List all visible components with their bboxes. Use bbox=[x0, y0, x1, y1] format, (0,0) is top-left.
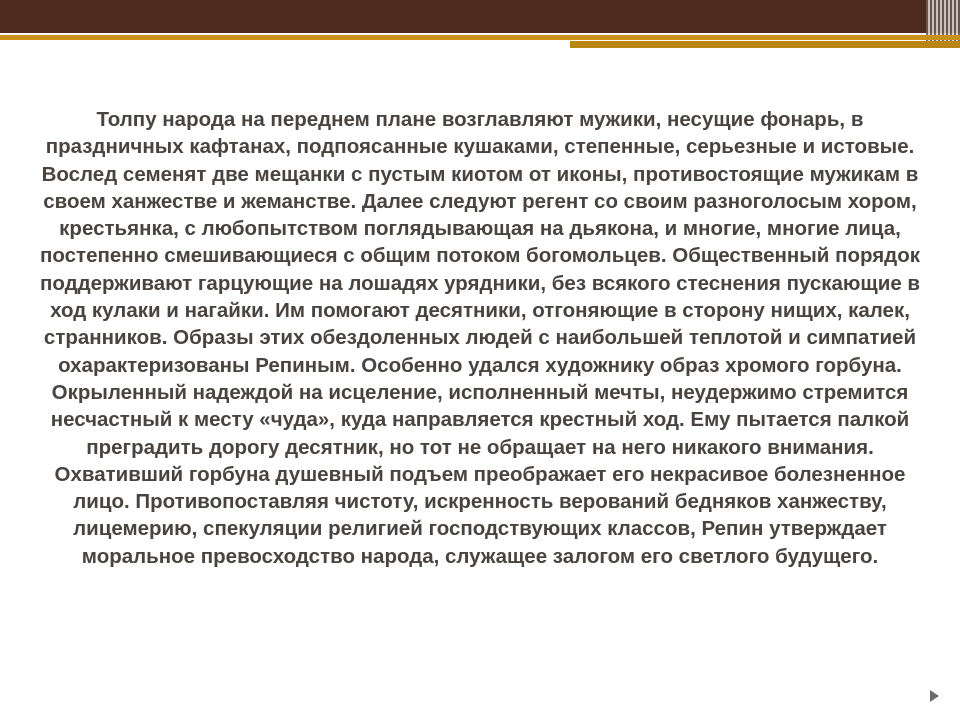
accent-line bbox=[0, 35, 960, 40]
slide-body-text: Толпу народа на переднем плане возглавляют мужики, несущие фонарь, в праздничных кафтанах, подпоясанные кушаками, степенные, серьезные и истовые. Вослед семенят две мещанки с пустым киотом от иконы, противостоящие мужикам в своем ханжестве и жеманстве. Далее следуют регент со своим разноголосым хором, крестьянка, с любопытством поглядывающая на дьякона, и многие, многие лица, постепенно смешивающиеся с общим потоком богомольцев. Общественный порядок поддерживают гарцующие на лошадях урядники, без всякого стеснения пускающие в ход кулаки и нагайки. Им помогают десятники, отгоняющие в сторону нищих, калек, странников. Образы этих обездоленных людей с наибольшей теплотой и симпатией охарактеризованы Репиным. Особенно удался художнику образ хромого горбуна. Окрыленный надеждой на исцеление, исполненный мечты, неудержимо стремится несчастный к месту «чуда», куда направляется крестный ход. Ему пытается палкой преградить дорогу десятник, но тот не обращает на него никакого внимания. Охвативший горбуна душевный подъем преображает его некрасивое болезненное лицо. Противопоставляя чистоту, искренность верований бедняков ханжеству, лицемерию, спекуляции религией господствующих классов, Репин утверждает моральное превосходство народа, служащее залогом его светлого будущего. bbox=[39, 108, 921, 568]
next-slide-arrow-icon[interactable] bbox=[930, 690, 939, 702]
accent-line-secondary bbox=[570, 41, 960, 48]
header-band bbox=[0, 0, 960, 33]
